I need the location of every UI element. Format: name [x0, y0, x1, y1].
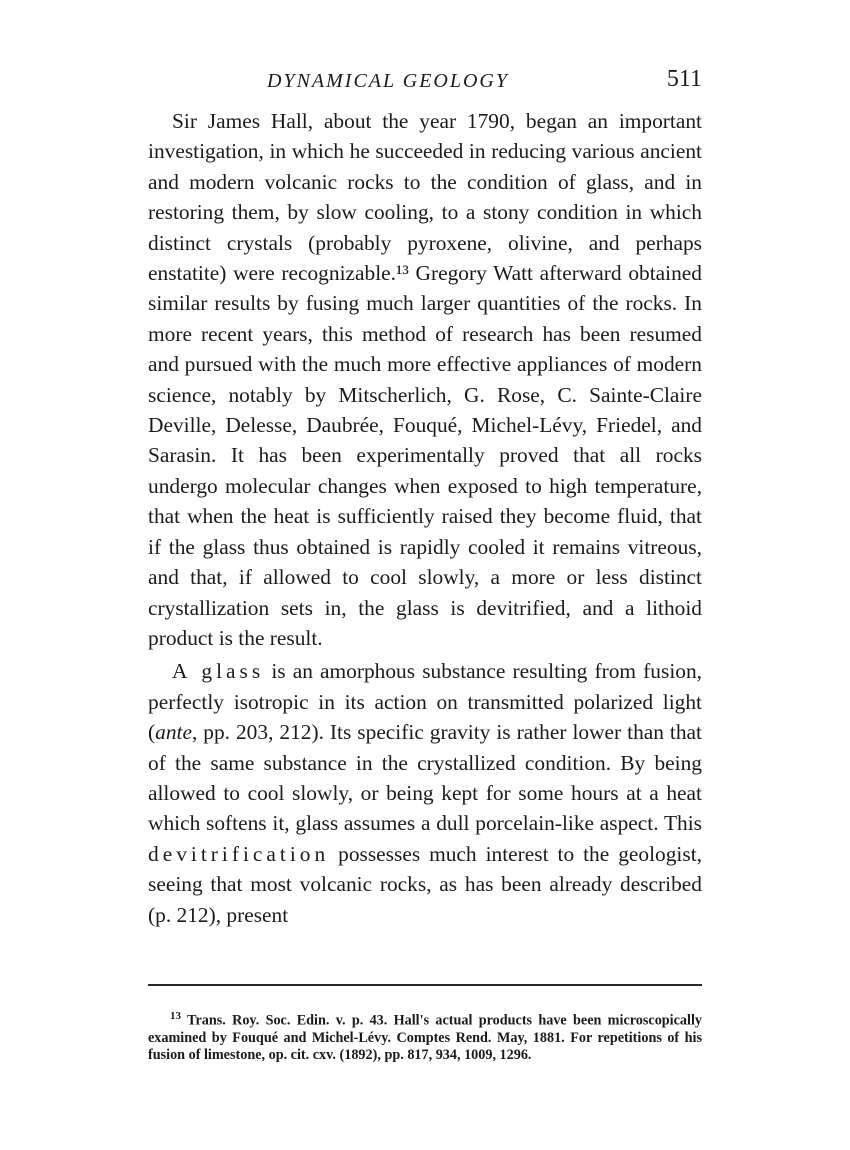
paragraph-1: Sir James Hall, about the year 1790, began an important investigation, in which he succeeded in reducing various ancient and modern volcanic rocks to the condition of glass, and in restoring them, by slow cooling, to a stony condition in which distinct crystals (probably pyroxene, olivine, and perhaps enstatite) were recognizable.¹³ Gregory Watt afterward obtained similar results by fusing much larger quantities of the rocks. In more recent years, this method of research has been resumed and pursued with the much more effective appliances of modern science, notably by Mitscherlich, G. Rose, C. Sainte-Claire Deville, Delesse, Daubrée, Fouqué, Michel-Lévy, Friedel, and Sarasin. It has been experimentally proved that all rocks undergo molecular changes when exposed to high temperature, that when the heat is sufficiently raised they become fluid, that if the glass thus obtained is rapidly cooled it remains vitreous, and that, if allowed to cool slowly, a more or less distinct crystallization sets in, the glass is devitrified, and a lithoid product is the result.	[148, 109, 702, 650]
footnote-marker: 13	[170, 1010, 181, 1022]
running-title: DYNAMICAL GEOLOGY	[267, 70, 509, 92]
italic-ante: ante	[155, 720, 192, 745]
paragraph-2-part-3: possesses much interest to the geologist, seeing that most volcanic rocks, as has been already described (p. 212), present	[148, 841, 702, 927]
footnote-divider	[148, 984, 702, 986]
paragraph-2-part-2: , pp. 203, 212). Its specific gravity is rather lower than that of the same substance in the crystallized condition. By being allowed to cool slowly, or being kept for some hours at a heat which softens it, glass assumes a dull porcelain-like aspect. This	[148, 720, 702, 836]
page-number: 511	[666, 66, 702, 92]
body-text	[148, 106, 702, 930]
footnote-text: Trans. Roy. Soc. Edin. v. p. 43. Hall's actual products have been microscopically examined by Fouqué and Michel-Lévy. Comptes Rend. May, 1881. For repetitions of his fusion of limestone, op. cit. cxv. (1892), pp. 817, 934, 1009, 1296.	[148, 1012, 702, 1063]
term-devitrification: devitrification	[148, 841, 330, 866]
paragraph-2-part-1: is an amorphous substance resulting from fusion, perfectly isotropic in its action on transmitted polarized light (	[148, 659, 702, 745]
paragraph-2	[148, 656, 702, 930]
running-head	[148, 62, 702, 94]
footnote	[148, 1008, 702, 1064]
term-a-glass: A glass	[172, 659, 265, 684]
